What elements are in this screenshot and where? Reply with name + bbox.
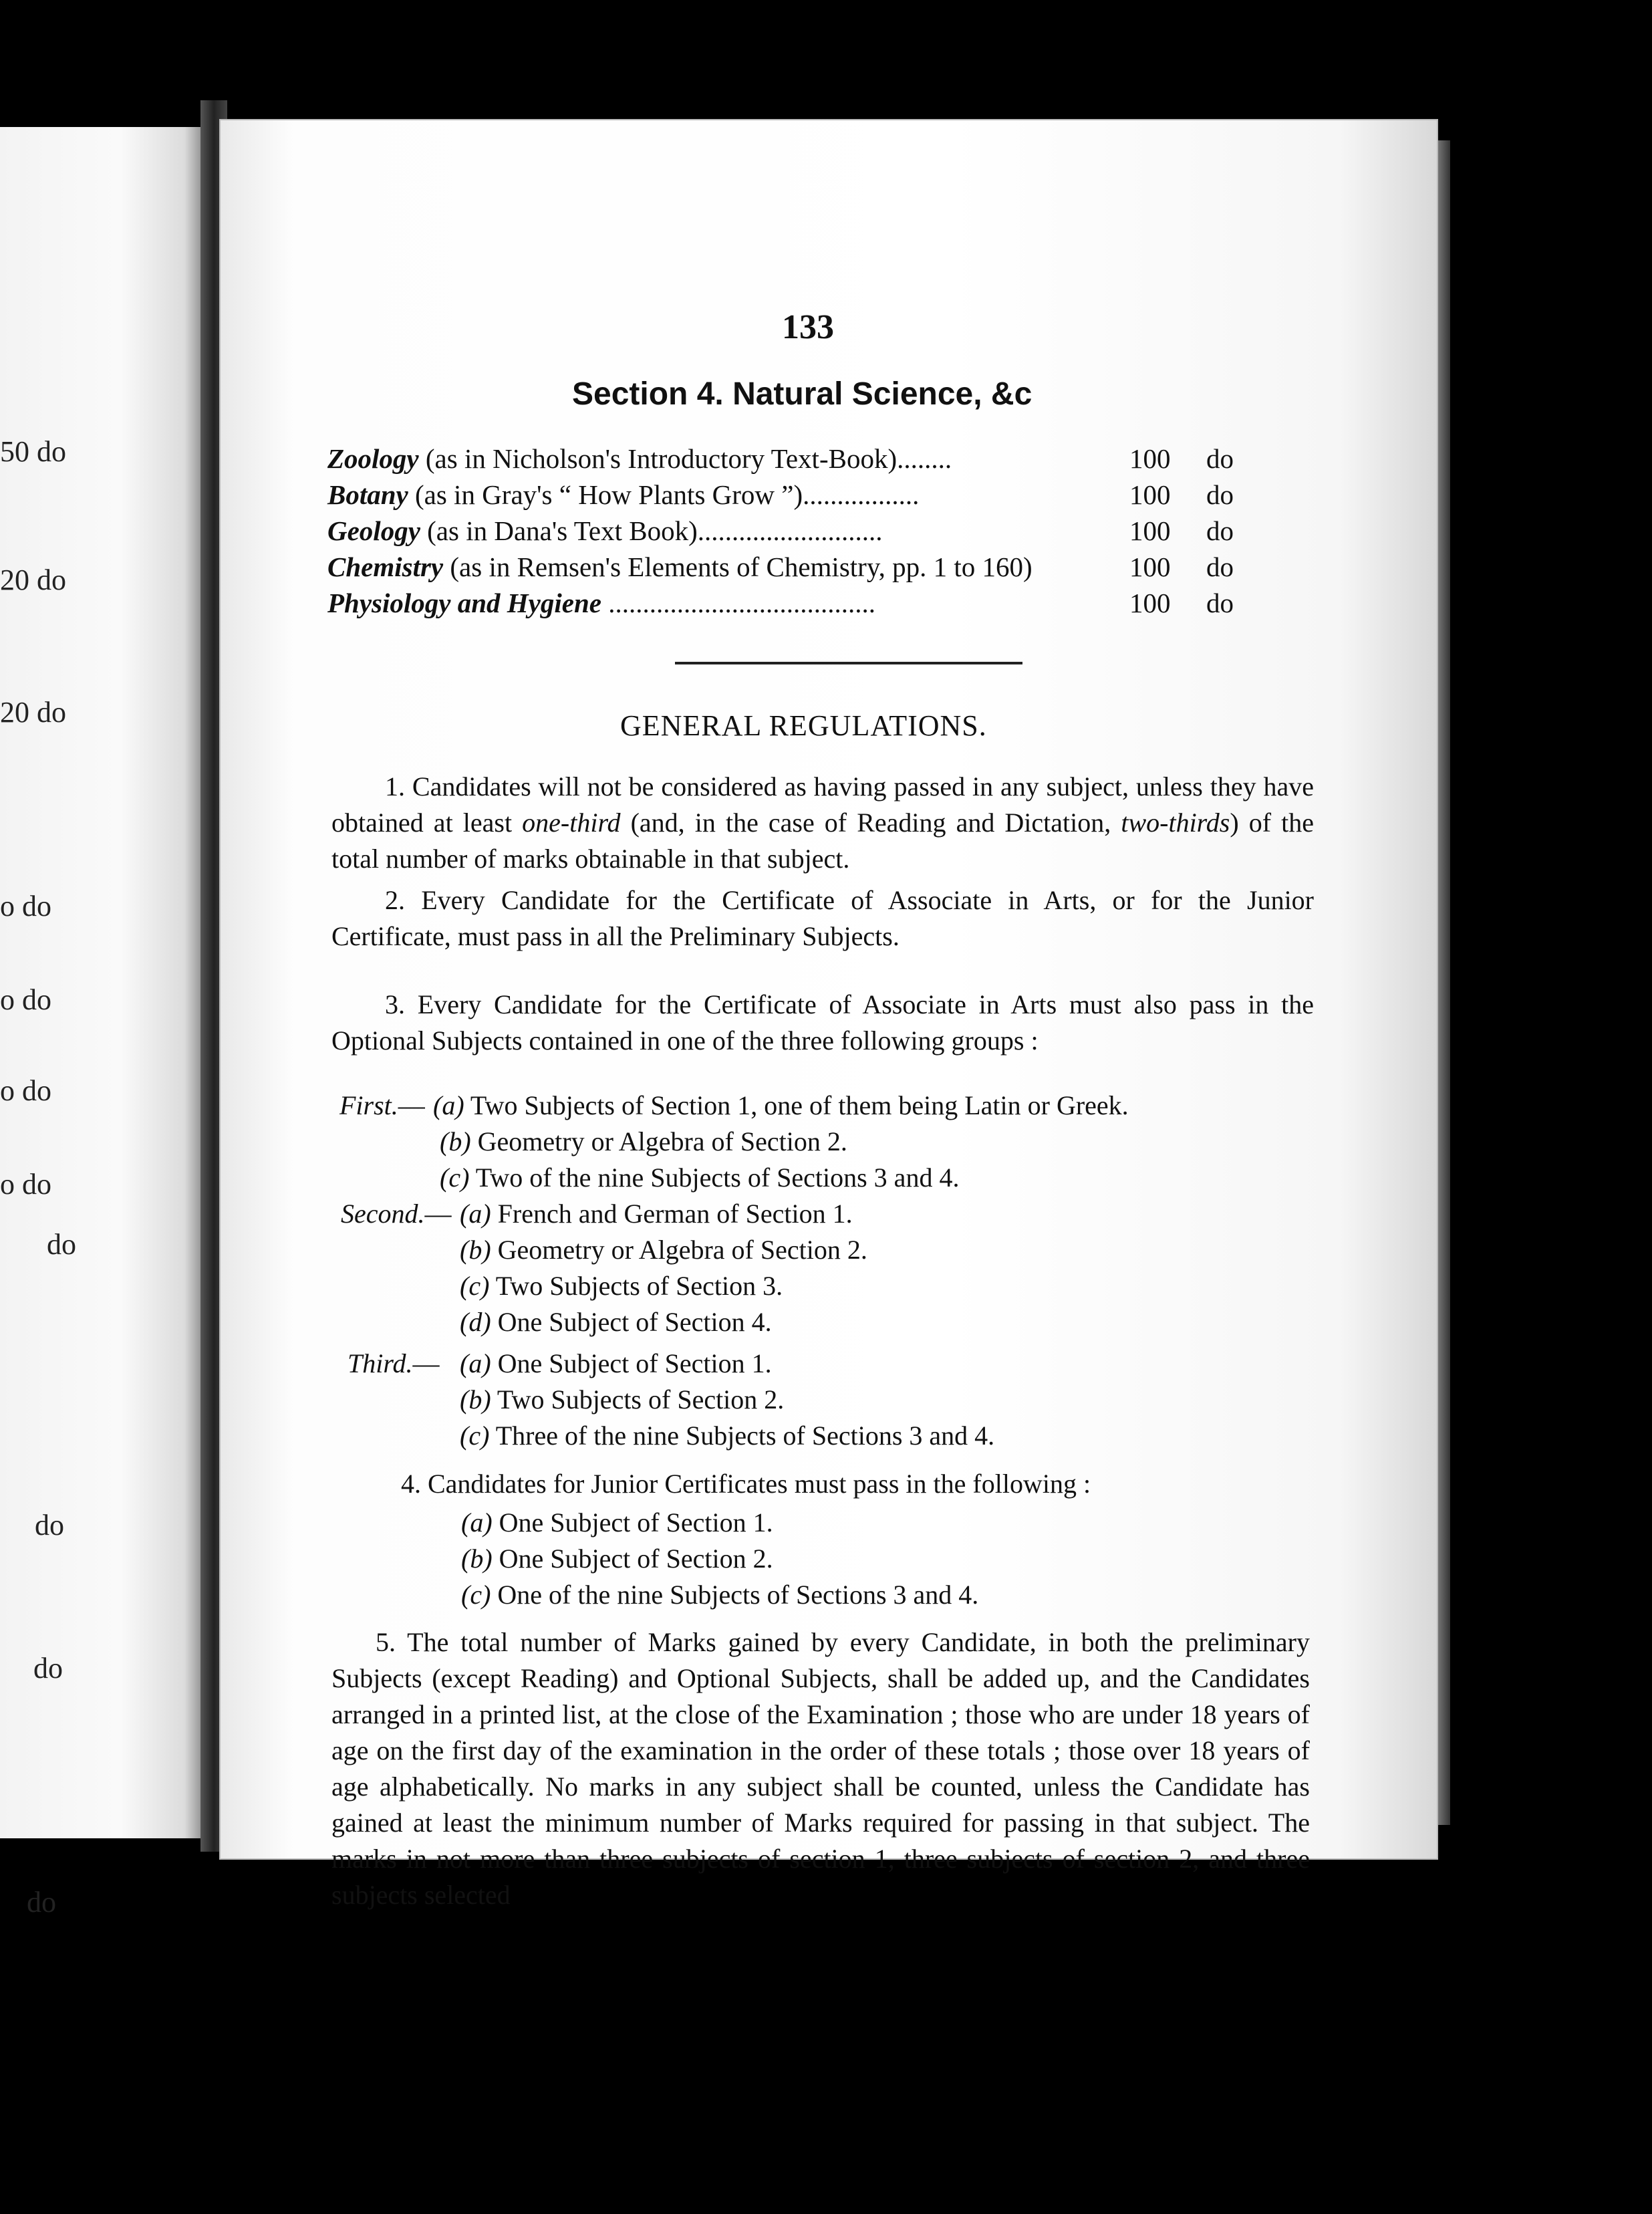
margin-entry: o do	[0, 1168, 51, 1201]
item-letter: (c)	[440, 1162, 470, 1193]
margin-entry: o do	[0, 890, 51, 922]
regulation-number: 1.	[385, 771, 405, 802]
regulation-text: Candidates for Junior Certificates must pass in the following :	[428, 1469, 1091, 1499]
subject-detail: (as in Remsen's Elements of Chemistry, pp. 1 to 160)	[443, 551, 1032, 582]
margin-entry: 20 do	[0, 696, 66, 729]
subject-marks: 100	[1129, 551, 1171, 582]
regulation-4	[401, 1468, 1091, 1499]
subject-name: Physiology and Hygiene	[327, 588, 601, 618]
group-second-label: Second.—	[341, 1199, 452, 1229]
subject-marks: 100	[1129, 588, 1171, 618]
group-item	[461, 1579, 978, 1610]
item-letter: (a)	[461, 1507, 493, 1538]
item-letter: (d)	[460, 1307, 491, 1337]
regulation-number: 2.	[385, 885, 405, 915]
group-item	[460, 1306, 772, 1338]
subject-name: Chemistry	[327, 551, 444, 582]
margin-entry: do	[33, 1652, 63, 1685]
item-letter: (b)	[461, 1544, 493, 1574]
regulation-emphasis: one-third	[522, 808, 621, 838]
item-letter: (c)	[460, 1271, 490, 1301]
subject-detail: (as in Dana's Text Book)...........................	[420, 515, 883, 546]
group-label: Second.	[341, 1199, 425, 1229]
group-item	[460, 1270, 783, 1302]
margin-entry: 20 do	[0, 564, 66, 596]
page-number: 133	[782, 308, 834, 346]
margin-entry: do	[35, 1509, 64, 1542]
subject-unit: do	[1206, 479, 1234, 510]
item-text: Two Subjects of Section 1, one of them being Latin or Greek.	[470, 1090, 1129, 1120]
item-text: One Subject of Section 1.	[497, 1348, 772, 1378]
section-heading: Section 4. Natural Science, &c	[572, 376, 1032, 412]
margin-entry: o do	[0, 1074, 51, 1107]
subject-marks: 100	[1129, 443, 1171, 474]
subject-marks: 100	[1129, 479, 1171, 510]
regulation-text: Every Candidate for the Certificate of Associate in Arts must also pass in the Optional Subjects contained in one of the three following groups :	[331, 989, 1315, 1056]
item-text: Geometry or Algebra of Section 2.	[477, 1126, 847, 1156]
regulation-5	[331, 1624, 1310, 1913]
subject-unit: do	[1206, 588, 1234, 618]
group-label: First.	[339, 1090, 398, 1120]
margin-entry: 50 do	[0, 435, 66, 468]
subject-row	[327, 443, 1250, 480]
item-text: Two of the nine Subjects of Sections 3 and 4.	[475, 1162, 960, 1193]
group-item	[460, 1198, 853, 1229]
subject-detail: (as in Gray's “ How Plants Grow ”).................	[408, 479, 920, 510]
subject-name: Zoology	[327, 443, 419, 474]
subject-detail: (as in Nicholson's Introductory Text-Book)........	[418, 443, 952, 474]
subject-unit: do	[1206, 443, 1234, 474]
subject-detail: .......................................	[601, 588, 875, 618]
item-letter: (c)	[461, 1580, 491, 1610]
regulation-number: 5.	[376, 1627, 396, 1657]
item-text: One of the nine Subjects of Sections 3 and 4.	[497, 1580, 979, 1610]
subject-marks: 100	[1129, 515, 1171, 546]
subject-row	[327, 479, 1250, 516]
item-text: One Subject of Section 1.	[499, 1507, 773, 1538]
subject-name: Geology	[327, 515, 420, 546]
subject-row	[327, 587, 1250, 624]
group-item	[460, 1234, 867, 1265]
subject-unit: do	[1206, 515, 1234, 546]
margin-entry: do	[27, 1886, 56, 1919]
regulation-text: (and, in the case of Reading and Dictation,	[620, 808, 1121, 838]
margin-entry: o do	[0, 983, 51, 1016]
item-text: French and German of Section 1.	[497, 1199, 853, 1229]
item-letter: (b)	[460, 1384, 491, 1414]
item-text: Three of the nine Subjects of Sections 3 and 4.	[495, 1421, 995, 1451]
item-text: One Subject of Section 4.	[497, 1307, 772, 1337]
regulation-number: 4.	[401, 1469, 421, 1499]
subject-row	[327, 515, 1250, 552]
regulation-text: The total number of Marks gained by every Candidate, in both the preliminary Subjects (except Reading) and Optional Subjects, shall be added up, and the Candidates arranged in a printed list, at the close of the Examination ; those who are under 18 years of age on the first day of the examination in the order of these totals ; those over 18 years of age alphabetically. No marks in any subject shall be counted, unless the Candidate has gained at least the minimum number of Marks required for passing in that subject. The marks in not more than three subjects of section 1, three subjects of section 2, and three subjects selected	[331, 1627, 1310, 1910]
item-text: Two Subjects of Section 2.	[497, 1384, 785, 1414]
group-item	[460, 1384, 784, 1415]
regulation-emphasis: two-thirds	[1121, 808, 1230, 838]
group-item	[440, 1126, 847, 1157]
subject-name: Botany	[327, 479, 408, 510]
margin-entry: do	[47, 1228, 76, 1261]
item-text: One Subject of Section 2.	[499, 1544, 773, 1574]
item-letter: (c)	[460, 1421, 490, 1451]
regulation-text: ) of the total number of marks obtainable in that subject.	[331, 808, 1315, 874]
group-item	[433, 1090, 1129, 1121]
group-first-label: First.—	[339, 1090, 425, 1120]
subject-row	[327, 551, 1250, 588]
item-text: Geometry or Algebra of Section 2.	[497, 1235, 867, 1265]
regulation-3	[331, 987, 1314, 1059]
item-letter: (a)	[433, 1090, 464, 1120]
item-letter: (a)	[460, 1348, 491, 1378]
section-divider	[675, 662, 1022, 664]
regulation-2	[331, 882, 1314, 955]
group-item	[461, 1543, 773, 1574]
item-letter: (b)	[460, 1235, 491, 1265]
subject-unit: do	[1206, 551, 1234, 582]
group-item	[440, 1162, 959, 1193]
regulation-text: Every Candidate for the Certificate of Associate in Arts, or for the Junior Certificate, must pass in all the Preliminary Subjects.	[331, 885, 1315, 951]
regulation-1	[331, 769, 1314, 877]
regulation-text: Candidates will not be considered as having passed in any subject, unless they have obtained at least	[331, 771, 1315, 838]
item-text: Two Subjects of Section 3.	[495, 1271, 783, 1301]
item-letter: (b)	[440, 1126, 471, 1156]
group-item	[460, 1420, 994, 1451]
group-third-label: Third.—	[348, 1348, 440, 1378]
group-item	[460, 1348, 772, 1379]
regulations-heading: GENERAL REGULATIONS.	[620, 709, 987, 742]
facing-page-fragment	[0, 127, 200, 1919]
regulation-number: 3.	[385, 989, 405, 1019]
group-label: Third.	[348, 1348, 413, 1378]
item-letter: (a)	[460, 1199, 491, 1229]
group-item	[461, 1507, 773, 1538]
